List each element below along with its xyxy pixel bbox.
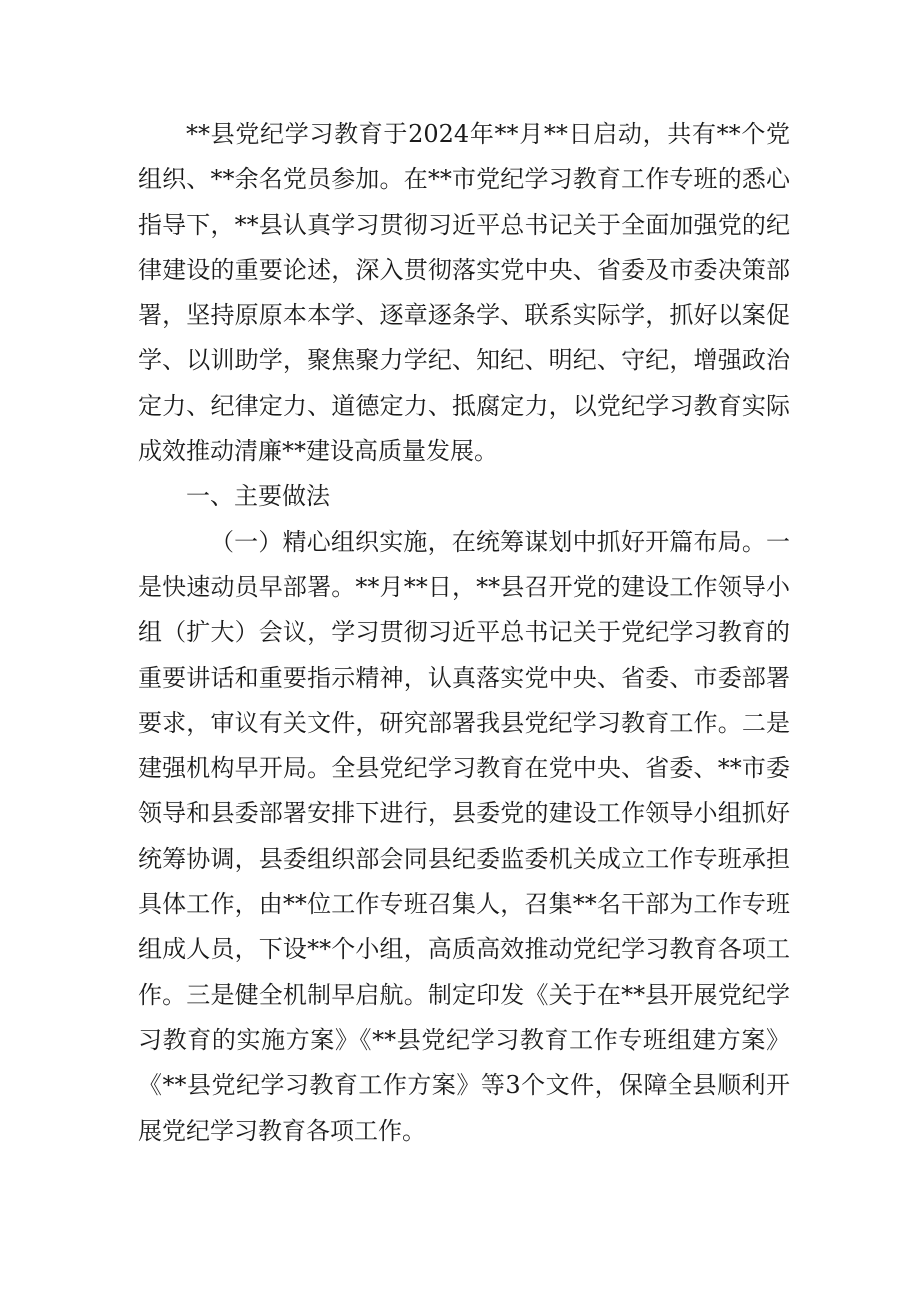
subsection-paragraph: （一）精心组织实施，在统筹谋划中抓好开篇布局。一是快速动员早部署。**月**日，**县召开党的建设工作领导小组（扩大）会议，学习贯彻习近平总书记关于党纪学习教育的重要讲话和重要指示精神，认真落实党中央、省委、市委部署要求，审议有关文件，研究部署我县党纪学习教育工作。二是建强机构早开局。全县党纪学习教育在党中央、省委、**市委领导和县委部署安排下进行，县委党的建设工作领导小组抓好统筹协调，县委组织部会同县纪委监委机关成立工作专班承担具体工作，由**位工作专班召集人，召集**名干部为工作专班组成人员，下设**个小组，高质高效推动党纪学习教育各项工作。三是健全机制早启航。制定印发《关于在**县开展党纪学习教育的实施方案》《**县党纪学习教育工作专班组建方案》《**县党纪学习教育工作方案》等3个文件，保障全县顺利开展党纪学习教育各项工作。 (138, 527, 790, 1145)
intro-paragraph: **县党纪学习教育于2024年**月**日启动，共有**个党组织、**余名党员参加。在**市党纪学习教育工作专班的悉心指导下，**县认真学习贯彻习近平总书记关于全面加强党的纪律建设的重要论述，深入贯彻落实党中央、省委及市委决策部署，坚持原原本本学、逐章逐条学、联系实际学，抓好以案促学、以训助学，聚焦聚力学纪、知纪、明纪、守纪，增强政治定力、纪律定力、道德定力、抵腐定力，以党纪学习教育实际成效推动清廉**建设高质量发展。 (138, 120, 790, 466)
section-heading: 一、主要做法 (186, 482, 330, 511)
document-body (138, 112, 790, 1154)
